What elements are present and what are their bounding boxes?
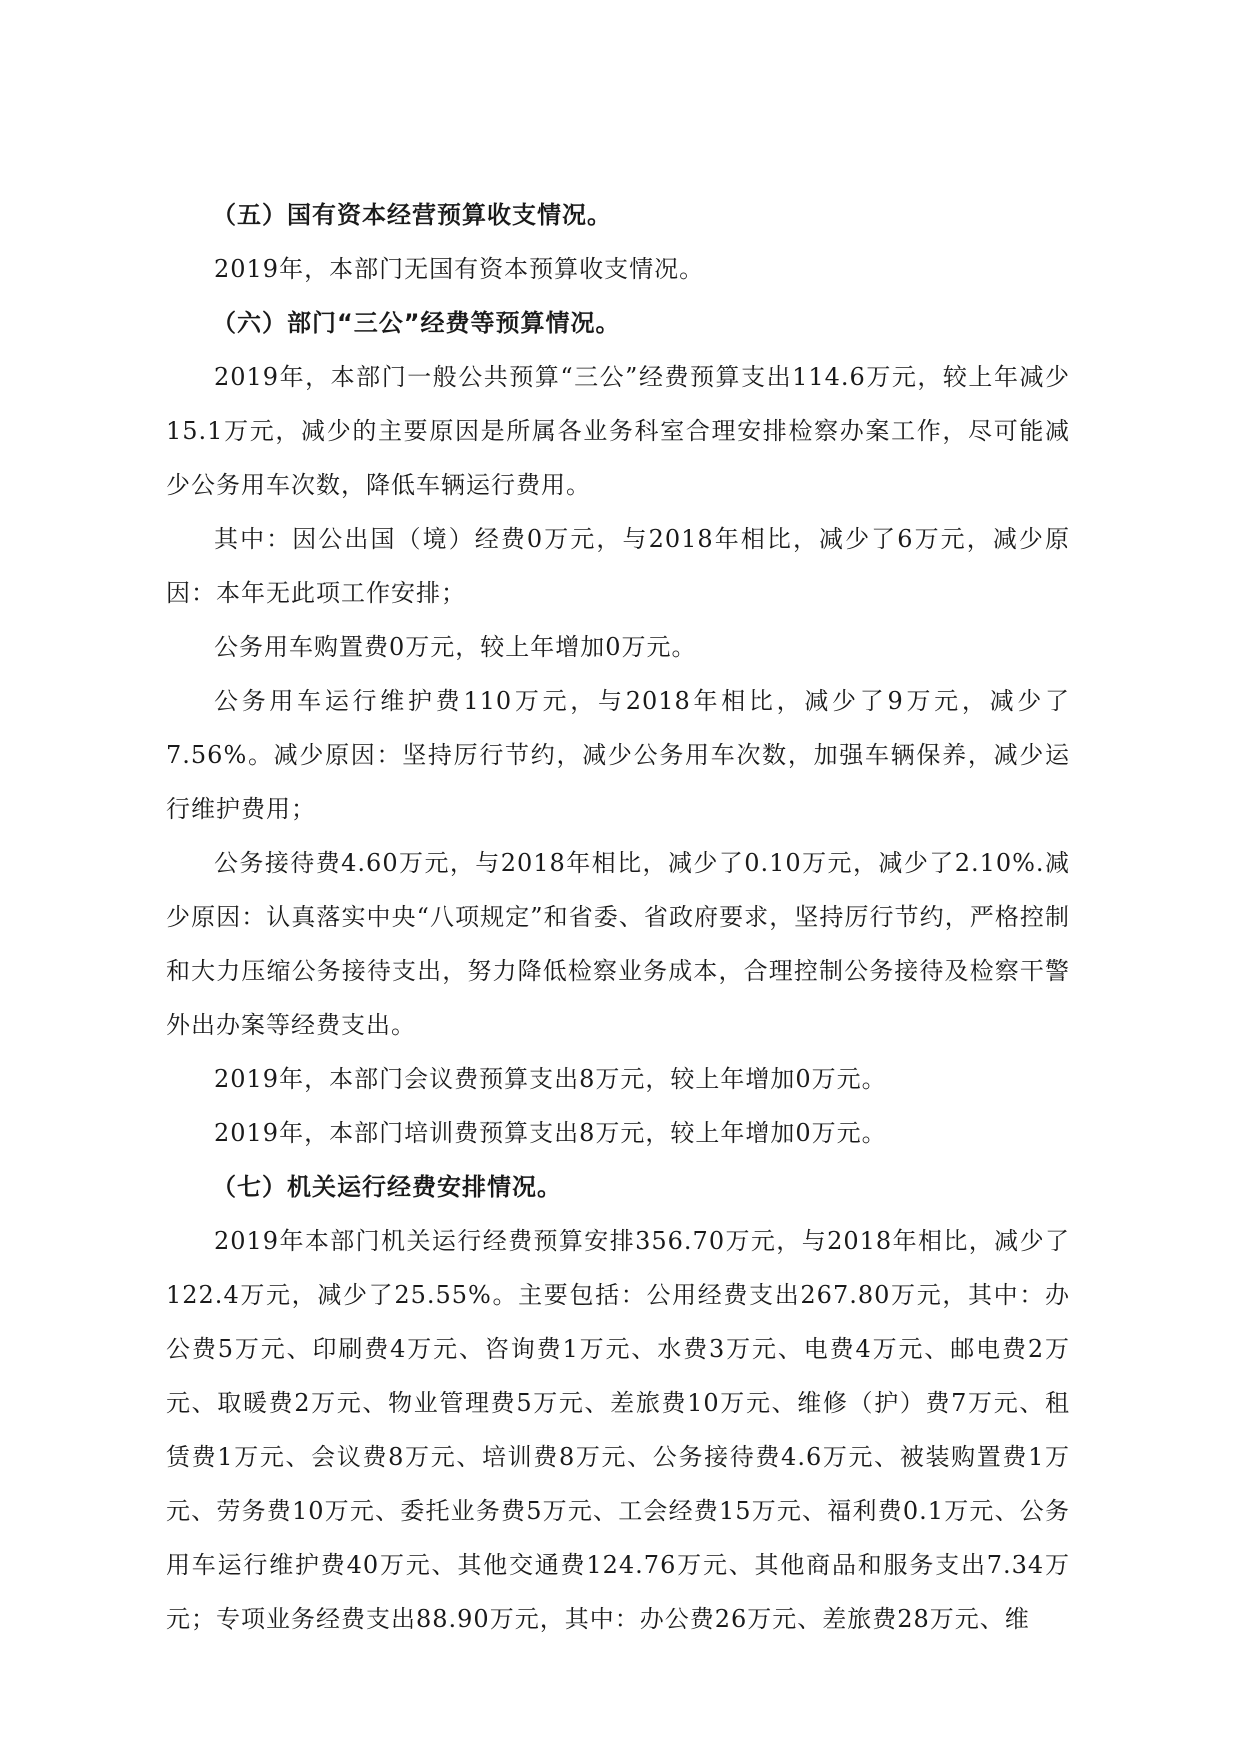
section-heading-7: （七）机关运行经费安排情况。 xyxy=(212,1173,562,1201)
section-heading-6: （六）部门“三公”经费等预算情况。 xyxy=(212,309,621,337)
paragraph: 2019年，本部门一般公共预算“三公”经费预算支出114.6万元，较上年减少15.1万元，减少的主要原因是所属各业务科室合理安排检察办案工作，尽可能减少公务用车次数，降低车辆运行费用。 xyxy=(166,363,1070,499)
paragraph: 2019年，本部门培训费预算支出8万元，较上年增加0万元。 xyxy=(214,1119,887,1147)
paragraph: 公务用车运行维护费110万元，与2018年相比，减少了9万元，减少了7.56%。减少原因：坚持厉行节约，减少公务用车次数，加强车辆保养，减少运行维护费用； xyxy=(166,687,1070,823)
paragraph: 公务用车购置费0万元，较上年增加0万元。 xyxy=(214,633,697,661)
paragraph: 2019年，本部门会议费预算支出8万元，较上年增加0万元。 xyxy=(214,1065,887,1093)
document-body xyxy=(166,188,1070,1646)
paragraph: 其中：因公出国（境）经费0万元，与2018年相比，减少了6万元，减少原因：本年无此项工作安排； xyxy=(166,525,1070,607)
paragraph: 2019年，本部门无国有资本预算收支情况。 xyxy=(214,255,705,283)
section-heading-5: （五）国有资本经营预算收支情况。 xyxy=(212,201,612,229)
paragraph: 公务接待费4.60万元，与2018年相比，减少了0.10万元，减少了2.10%.减少原因：认真落实中央“八项规定”和省委、省政府要求，坚持厉行节约，严格控制和大力压缩公务接待支出，努力降低检察业务成本，合理控制公务接待及检察干警外出办案等经费支出。 xyxy=(166,849,1070,1039)
paragraph: 2019年本部门机关运行经费预算安排356.70万元，与2018年相比，减少了122.4万元，减少了25.55%。主要包括：公用经费支出267.80万元，其中：办公费5万元、印刷费4万元、咨询费1万元、水费3万元、电费4万元、邮电费2万元、取暖费2万元、物业管理费5万元、差旅费10万元、维修（护）费7万元、租赁费1万元、会议费8万元、培训费8万元、公务接待费4.6万元、被装购置费1万元、劳务费10万元、委托业务费5万元、工会经费15万元、福利费0.1万元、公务用车运行维护费40万元、其他交通费124.76万元、其他商品和服务支出7.34万元；专项业务经费支出88.90万元，其中：办公费26万元、差旅费28万元、维 xyxy=(166,1227,1070,1633)
